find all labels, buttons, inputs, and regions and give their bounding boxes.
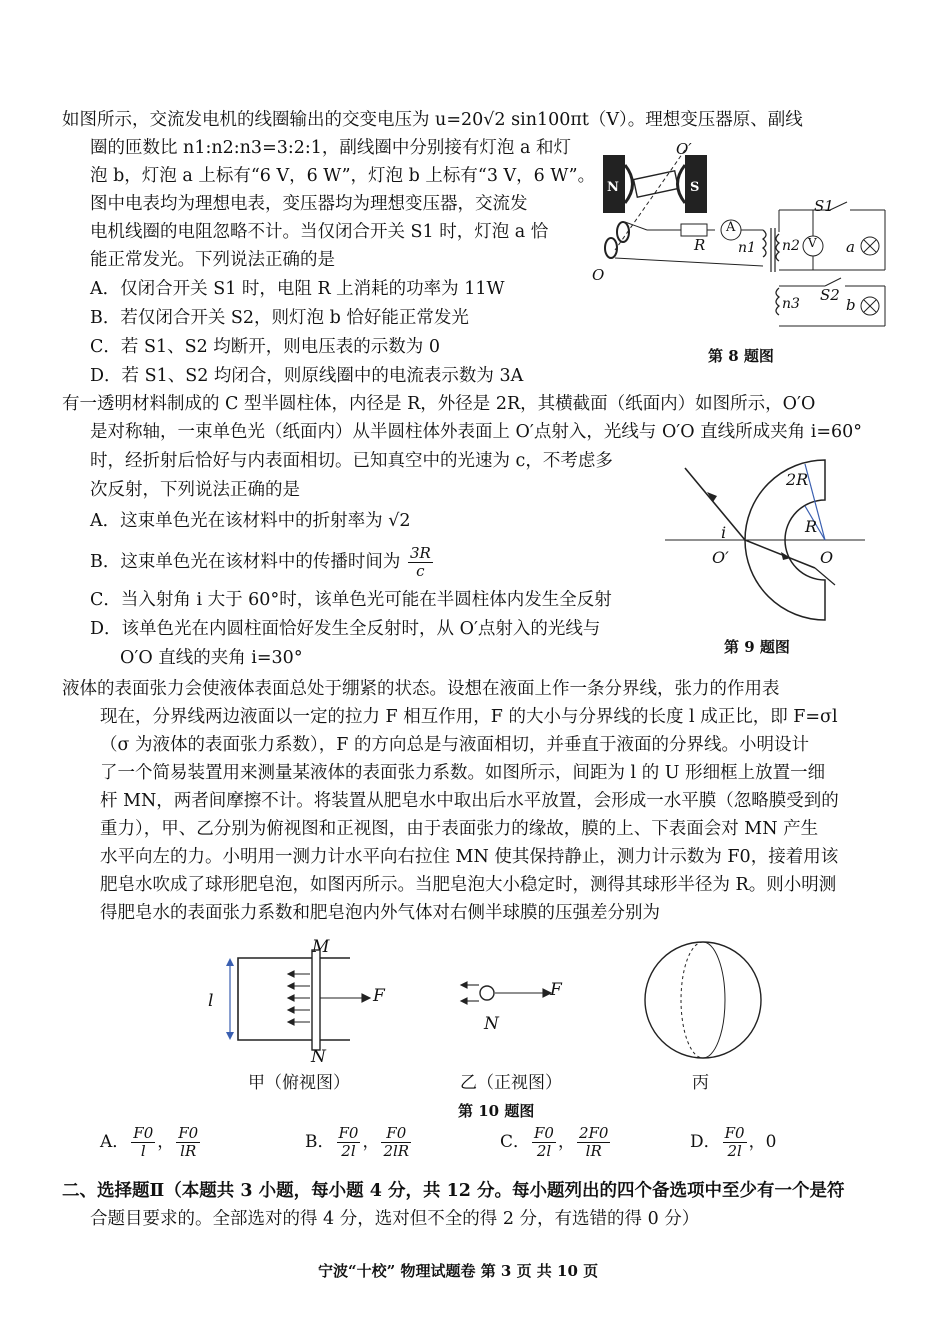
q10-line6: 重力），甲、乙分别为俯视图和正视图，由于表面张力的缘故，膜的上、下表面会对 MN 产生 <box>100 819 819 839</box>
coil-n2-label: n2 <box>782 238 800 254</box>
q10-figure-jia <box>210 940 400 1060</box>
frac-num: F0 <box>338 1124 359 1142</box>
refracted-ray <box>745 540 815 568</box>
q10-line3: （σ 为液体的表面张力系数），F 的方向总是与液面相切，并垂直于液面的分界线。小明设计 <box>100 735 809 755</box>
fig9-2r-label: 2R <box>786 470 809 489</box>
section2-line1: 二、选择题Ⅱ（本题共 3 小题，每小题 4 分，共 12 分。每小题列出的四个备选项中至少有一个是符 <box>62 1181 845 1201</box>
q9-option-b-text: B．这束单色光在该材料中的传播时间为 <box>90 552 401 572</box>
soap-bubble <box>645 942 761 1058</box>
frac-den: l <box>140 1142 146 1160</box>
q9-line2: 是对称轴，一束单色光（纸面内）从半圆柱体外表面上 O′点射入，光线与 O′O 直线所成夹角 i=60° <box>90 422 863 442</box>
coil-n3-label: n3 <box>782 296 800 312</box>
frac-num: F0 <box>381 1125 411 1143</box>
q10-option-c-label: C． <box>500 1132 531 1152</box>
fig9-o-prime-label: O′ <box>712 548 729 567</box>
fig10-n-label: N <box>311 1047 326 1067</box>
axis-o-prime-label: O′ <box>676 140 692 158</box>
q8-line3: 泡 b，灯泡 a 上标有“6 V，6 W”，灯泡 b 上标有“3 V，6 W”。 <box>90 166 596 186</box>
separator: ， <box>157 1132 175 1152</box>
q10-option-b-label: B． <box>305 1132 335 1152</box>
q10-caption: 第 10 题图 <box>458 1102 535 1120</box>
q10-line9: 得肥皂水的表面张力系数和肥皂泡内外气体对右侧半球膜的压强差分别为 <box>100 903 660 923</box>
q8-line2: 圈的匝数比 n1:n2:n3=3:2:1，副线圈中分别接有灯泡 a 和灯 <box>90 138 571 158</box>
q9-option-d2: O′O 直线的夹角 i=30° <box>120 648 303 668</box>
frac-den: lR <box>585 1142 602 1160</box>
separator: ， <box>362 1132 380 1152</box>
magnet-s-label: S <box>690 180 700 195</box>
q8-line5: 电机线圈的电阻忽略不计。当仅闭合开关 S1 时，灯泡 a 恰 <box>90 222 549 242</box>
frac-num: F0 <box>133 1124 154 1142</box>
frac-den: 2l <box>727 1142 742 1160</box>
fig10-m-label: M <box>312 937 330 957</box>
q8-option-d: D．若 S1、S2 均闭合，则原线圈中的电流表示数为 3A <box>90 366 524 386</box>
fig10-jia-caption: 甲（俯视图） <box>248 1073 350 1093</box>
switch-s2-label: S2 <box>820 286 840 304</box>
q8-line4: 图中电表均为理想电表，变压器均为理想变压器，交流发 <box>90 194 528 214</box>
bulb-a-label: a <box>846 238 855 256</box>
q9-figure <box>665 450 885 630</box>
q10-line5: 杆 MN，两者间摩擦不计。将装置从肥皂水中取出后水平放置，会形成一水平膜（忽略膜受到的 <box>100 791 839 811</box>
q9-option-b-num: 3R <box>409 544 431 562</box>
frac-den: 2l <box>536 1142 552 1160</box>
fig10-bing-caption: 丙 <box>692 1073 709 1093</box>
q10-line1: 液体的表面张力会使液体表面总处于绷紧的状态。设想在液面上作一条分界线，张力的作用表 <box>62 679 780 699</box>
q10-figure-bing <box>638 938 768 1063</box>
fig9-r-label: R <box>805 517 818 536</box>
option-d-value: 0 <box>765 1132 777 1152</box>
q10-option-d-label: D． <box>690 1132 721 1152</box>
resistor-label: R <box>694 236 706 254</box>
magnet-n-label: N <box>607 180 619 195</box>
q9-option-d1: D．该单色光在内圆柱面恰好发生全反射时，从 O′点射入的光线与 <box>90 619 601 639</box>
fig10-yi-n-label: N <box>484 1014 499 1034</box>
q10-line8: 肥皂水吹成了球形肥皂泡，如图丙所示。当肥皂泡大小稳定时，测得其球形半径为 R。则小明测 <box>100 875 837 895</box>
rod-cross-section <box>480 986 494 1000</box>
frac-den: 2lR <box>383 1142 410 1160</box>
q9-option-b-den: c <box>416 562 425 580</box>
q9-caption: 第 9 题图 <box>724 638 790 656</box>
q8-option-c: C．若 S1、S2 均断开，则电压表的示数为 0 <box>90 337 440 357</box>
voltmeter-label: V <box>808 236 817 250</box>
q8-line6: 能正常发光。下列说法正确的是 <box>90 250 335 270</box>
fig9-i-label: i <box>721 523 727 542</box>
q10-figure-yi <box>455 975 565 1015</box>
q9-option-b <box>90 545 435 580</box>
q9-option-a: A．这束单色光在该材料中的折射率为 √2 <box>90 511 411 531</box>
q10-line7: 水平向左的力。小明用一测力计水平向右拉住 MN 使其保持静止，测力计示数为 F0，接着用该 <box>100 847 839 867</box>
coil-n1-label: n1 <box>738 240 756 256</box>
fig10-yi-caption: 乙（正视图） <box>460 1073 562 1093</box>
fig10-yi-f-label: F <box>550 980 562 1000</box>
q8-caption: 第 8 题图 <box>708 347 774 365</box>
rod-mn <box>312 950 320 1050</box>
q9-line3: 时，经折射后恰好与内表面相切。已知真空中的光速为 c，不考虑多 <box>90 451 613 471</box>
q8-line1: 如图所示，交流发电机的线圈输出的交变电压为 u=20√2 sin100πt（V）。理想变压器原、副线 <box>62 110 803 130</box>
fig10-f-label: F <box>373 986 385 1006</box>
separator: ， <box>748 1132 766 1152</box>
bulb-b-label: b <box>846 296 856 314</box>
q10-option-a-label: A． <box>100 1132 130 1152</box>
separator: ， <box>557 1132 575 1152</box>
page-footer: 宁波“十校” 物理试题卷 第 3 页 共 10 页 <box>318 1262 599 1280</box>
section2-line2: 合题目要求的。全部选对的得 4 分，选对但不全的得 2 分，有选错的得 0 分） <box>90 1209 700 1229</box>
q10-option-d <box>690 1125 776 1160</box>
q8-option-a: A．仅闭合开关 S1 时，电阻 R 上消耗的功率为 11W <box>90 279 505 299</box>
q10-line2: 现在，分界线两边液面以一定的拉力 F 相互作用，F 的大小与分界线的长度 l 成正比，即 F=σl <box>100 707 838 727</box>
q9-line1: 有一透明材料制成的 C 型半圆柱体，内径是 R，外径是 2R，其横截面（纸面内）如图所示，O′O <box>62 394 816 414</box>
q10-option-a <box>100 1125 202 1160</box>
q10-option-c <box>500 1125 612 1160</box>
q10-line4: 了一个简易装置用来测量某液体的表面张力系数。如图所示，间距为 l 的 U 形细框上放置一细 <box>100 763 826 783</box>
frac-num: 2F0 <box>578 1124 609 1142</box>
fig10-l-label: l <box>208 991 214 1011</box>
fig9-o-label: O <box>820 548 834 567</box>
frac-num: F0 <box>178 1124 199 1142</box>
q9-line4: 次反射，下列说法正确的是 <box>90 480 300 500</box>
switch-s1-label: S1 <box>814 197 834 215</box>
q8-option-b: B．若仅闭合开关 S2，则灯泡 b 恰好能正常发光 <box>90 308 469 328</box>
frac-den: lR <box>180 1142 197 1160</box>
ammeter-label: A <box>726 220 736 235</box>
frac-num: F0 <box>534 1124 554 1142</box>
q10-option-b <box>305 1125 413 1160</box>
frac-den: 2l <box>341 1142 356 1160</box>
incident-ray <box>685 468 745 540</box>
q9-option-c: C．当入射角 i 大于 60°时，该单色光可能在半圆柱体内发生全反射 <box>90 590 612 610</box>
axis-o-label: O <box>592 266 605 284</box>
frac-num: F0 <box>724 1124 745 1142</box>
